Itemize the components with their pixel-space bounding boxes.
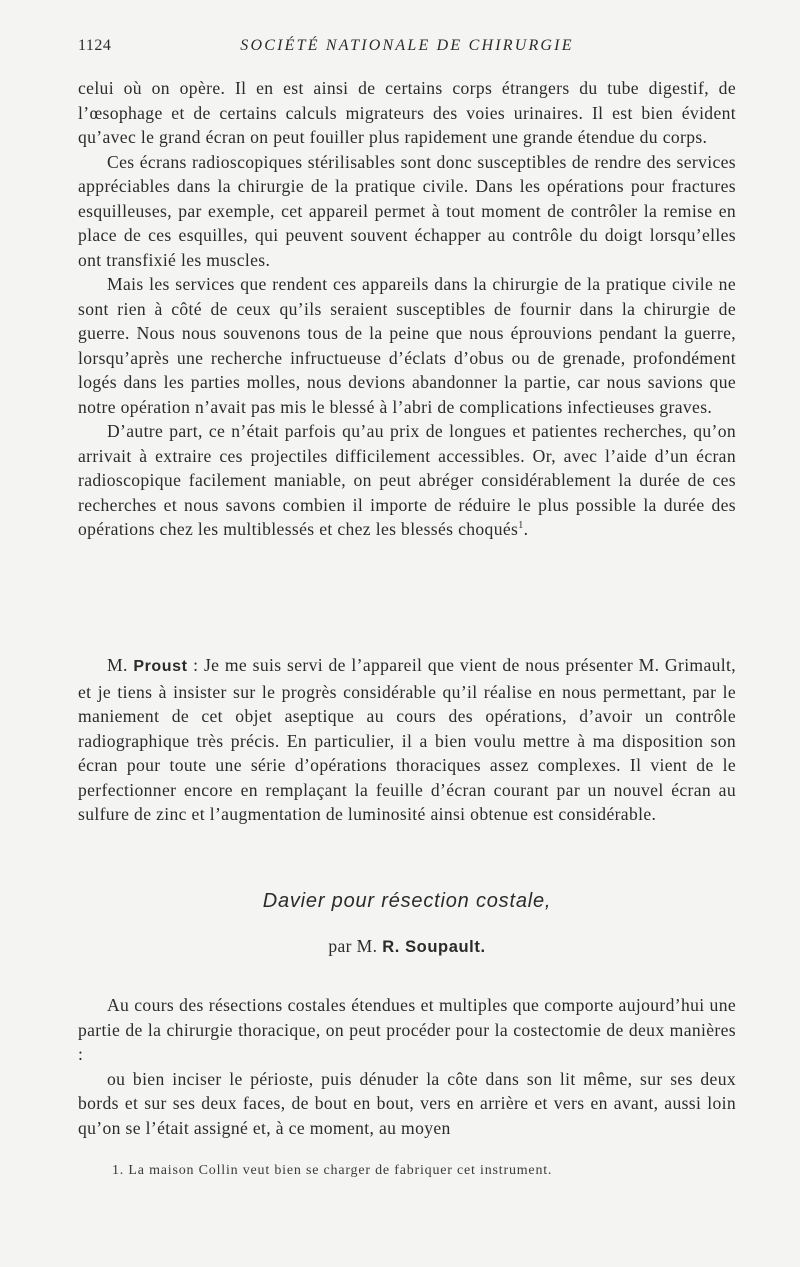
paragraph: Mais les services que rendent ces appareils dans la chirurgie de la pratique civile ne sont rien à côté de ceux qu’ils seraient susceptibles de fournir dans la chirurgie de guerre. Nous nous souvenons tous de la peine que nous éprouvions pendant la guerre, lorsqu’après une recherche infructueuse d’éclats d’obus ou de grenade, profondément logés dans les parties molles, nous devions abandonner la partie, car nous savions que notre opération n’avait pas mis le blessé à l’abri de complications infectieuses graves.: [78, 274, 736, 417]
byline-prefix: par M.: [328, 936, 378, 956]
running-head: [78, 37, 736, 59]
footnote-text: La maison Collin veut bien se charger de fabriquer cet instrument.: [128, 1163, 553, 1178]
footnote-reference: 1: [518, 520, 524, 531]
discussion-text: : Je me suis servi de l’appareil que vient de nous présenter M. Grimault, et je tiens à insister sur le progrès considérable qu’il réalise en nous permettant, par le maniement de cet objet aseptique au cours des opérations, d’avoir un contrôle radiographique très précis. En particulier, il a bien voulu mettre à ma disposition son écran pour toute une série d’opérations thoraciques assez complexes. Il vient de le perfectionner encore en remplaçant la feuille d’écran courant par un nouvel écran au sulfure de zinc et l’augmentation de luminosité ainsi obtenue est considérable.: [78, 655, 737, 824]
paragraph-with-footnote: D’autre part, ce n’était parfois qu’au prix de longues et patientes recherches, qu’on arrivait à extraire ces projectiles difficilement accessibles. Or, avec l’aide d’un écran radioscopique facilement maniable, on peut abréger considérablement la durée de ces recherches et nous savons combien il importe de réduire le plus possible la durée des opérations chez les multiblessés et chez les blessés choqués$^1$.: [78, 421, 736, 539]
discussion-block: [78, 653, 736, 827]
paragraph: Au cours des résections costales étendues et multiples que comporte aujourd’hui une partie de la chirurgie thoracique, on peut procéder pour la costectomie de deux manières :: [78, 995, 736, 1064]
footnote: [112, 1163, 736, 1179]
body-text-bottom: [78, 993, 736, 1140]
paragraph: ou bien inciser le périoste, puis dénuder la côte dans son lit même, sur ses deux bords et sur ses deux faces, de bout en bout, vers en arrière et vers en avant, aussi loin qu’on se l’était assigné et, à ce moment, au moyen: [78, 1068, 736, 1138]
discussion-paragraph: [78, 653, 736, 827]
byline: [0, 936, 800, 957]
speaker-honorific: M.: [107, 655, 128, 675]
paragraph: Ces écrans radioscopiques stérilisables sont donc susceptibles de rendre des services appréciables dans la chirurgie de la pratique civile. Dans les opérations pour fractures esquilleuses, par exemple, cet appareil permet à tout moment de contrôler la remise en place de ces esquilles, qui peuvent souvent échapper au contrôle du doigt lorsqu’elles ont transfixié les muscles.: [78, 151, 736, 270]
speaker-name: Proust: [133, 658, 188, 675]
footnote-marker: 1.: [112, 1163, 125, 1178]
journal-title: SOCIÉTÉ NATIONALE DE CHIRURGIE: [240, 37, 574, 54]
author-name: R. Soupault.: [382, 938, 486, 956]
paragraph-text: D’autre part, ce n’était parfois qu’au prix de longues et patientes recherches, qu’on arrivait à extraire ces projectiles difficilement accessibles. Or, avec l’aide d’un écran radioscopique facilement maniable, on peut abréger considérablement la durée de ces recherches et nous savons combien il importe de réduire le plus possible la durée des opérations chez les multiblessés et chez les blessés choqués: [78, 421, 736, 539]
paragraph: celui où on opère. Il en est ainsi de certains corps étrangers du tube digestif, de l’œsophage et de certains calculs migrateurs des voies urinaires. Il est bien évident qu’avec le grand écran on peut fouiller plus rapidement une grande étendue du corps.: [78, 78, 736, 147]
page-number: 1124: [78, 37, 112, 54]
body-text-top: [78, 76, 736, 542]
section-title: Davier pour résection costale,: [262, 890, 552, 912]
